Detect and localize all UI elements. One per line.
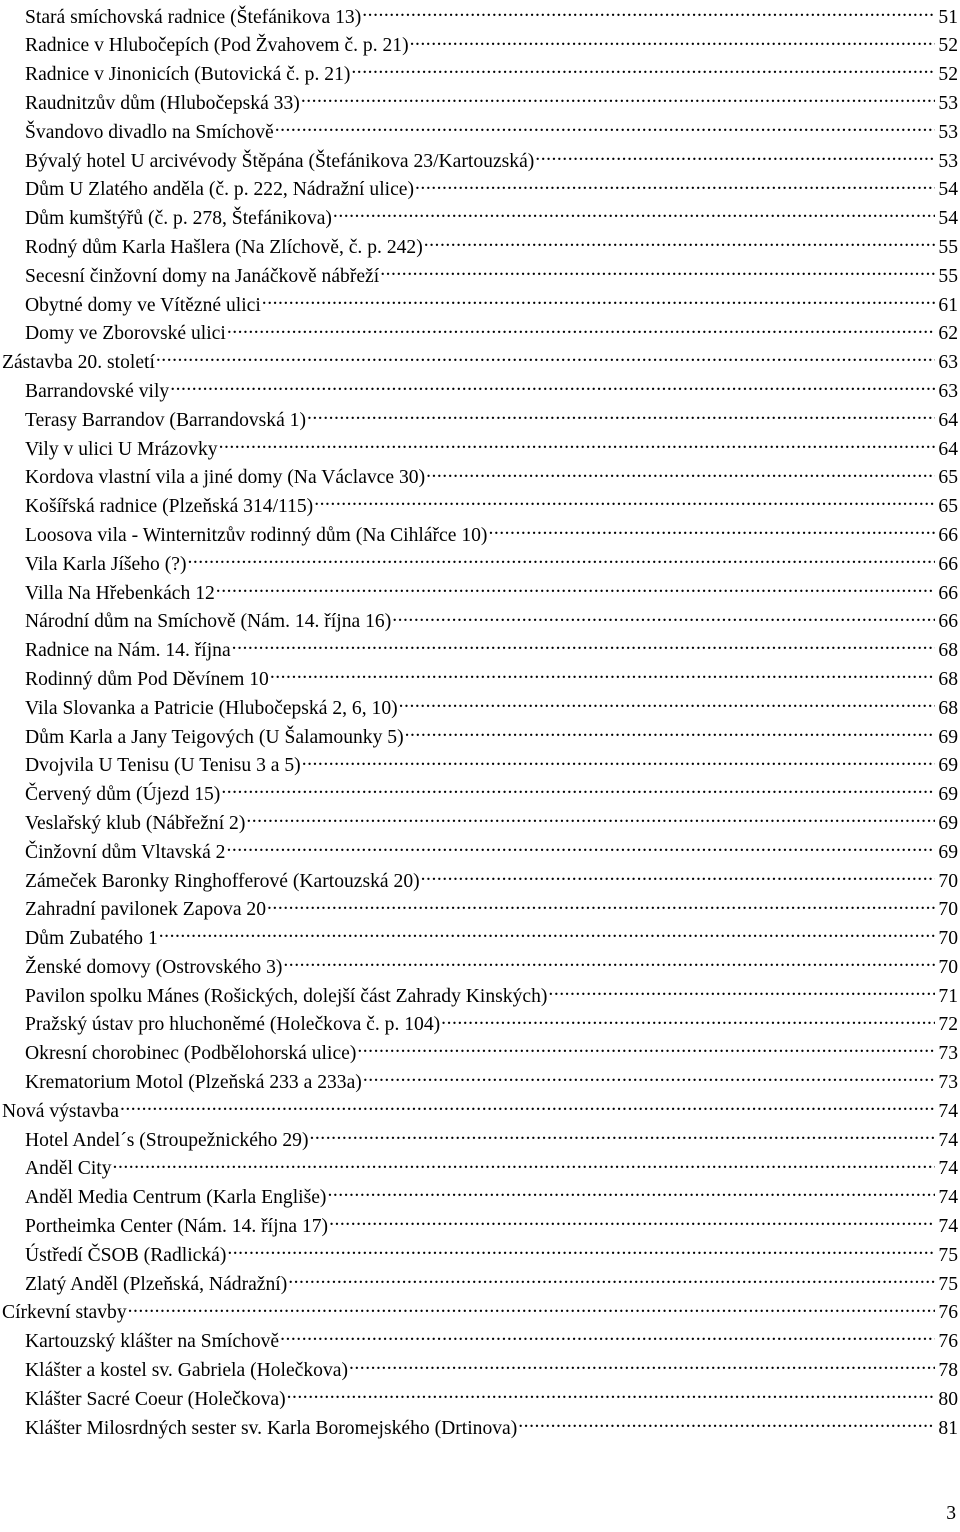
toc-entry-row [0, 637, 958, 666]
toc-entry-row [0, 867, 958, 896]
toc-entry-title: Radnice v Jinonicích (Butovická č. p. 21) [25, 64, 351, 86]
toc-entry-title: Ústředí ČSOB (Radlická) [25, 1244, 227, 1266]
toc-entry-row [0, 1241, 958, 1270]
toc-entry-page-number: 68 [938, 697, 958, 719]
toc-entry-row [0, 61, 958, 90]
toc-dot-leader [159, 925, 935, 945]
toc-dot-leader [548, 982, 935, 1002]
toc-dot-leader [351, 61, 935, 81]
toc-dot-leader [288, 1270, 935, 1290]
toc-entry-page-number: 66 [938, 582, 958, 604]
toc-entry-page-number: 70 [938, 899, 958, 921]
toc-dot-leader [357, 1040, 935, 1060]
toc-entry-row [0, 493, 958, 522]
toc-entry-row [0, 752, 958, 781]
toc-dot-leader [227, 1241, 935, 1261]
toc-dot-leader [415, 176, 935, 196]
toc-dot-leader [226, 838, 935, 858]
toc-dot-leader [488, 521, 935, 541]
toc-entry-page-number: 71 [938, 985, 958, 1007]
toc-entry-title: Barrandovské vily [25, 380, 170, 402]
toc-entry-title: Národní dům na Smíchově (Nám. 14. října 16) [25, 611, 392, 633]
toc-entry-title: Vila Karla Jíšeho (?) [25, 553, 187, 575]
toc-entry-row [0, 982, 958, 1011]
toc-dot-leader [421, 867, 935, 887]
toc-entry-page-number: 70 [938, 870, 958, 892]
toc-entry-page-number: 65 [938, 496, 958, 518]
toc-entry-row [0, 1328, 958, 1357]
toc-entry-page-number: 81 [938, 1417, 958, 1439]
toc-dot-leader [170, 377, 935, 397]
toc-entry-page-number: 53 [938, 150, 958, 172]
toc-entry-title: Stará smíchovská radnice (Štefánikova 13) [25, 6, 362, 28]
toc-entry-row [0, 1212, 958, 1241]
toc-entry-title: Nová výstavba [2, 1100, 119, 1122]
toc-dot-leader [262, 291, 935, 311]
toc-entry-title: Pavilon spolku Mánes (Rošických, dolejší část Zahrady Kinských) [25, 985, 548, 1007]
toc-dot-leader [221, 781, 935, 801]
toc-entry-page-number: 52 [938, 35, 958, 57]
toc-entry-row [0, 665, 958, 694]
toc-dot-leader [362, 3, 935, 23]
toc-entry-title: Hotel Andel´s (Stroupežnického 29) [25, 1129, 309, 1151]
toc-entry-page-number: 62 [938, 323, 958, 345]
toc-entry-page-number: 66 [938, 611, 958, 633]
toc-entry-row [0, 1068, 958, 1097]
toc-entry-title: Dům U Zlatého anděla (č. p. 222, Nádražní ulice) [25, 179, 415, 201]
toc-entry-page-number: 51 [938, 6, 958, 28]
toc-dot-leader [280, 1328, 935, 1348]
toc-entry-title: Domy ve Zborovské ulici [25, 323, 226, 345]
toc-entry-row [0, 1356, 958, 1385]
toc-entry-page-number: 73 [938, 1043, 958, 1065]
toc-dot-leader [329, 1212, 935, 1232]
toc-entry-row [0, 694, 958, 723]
toc-entry-title: Raudnitzův dům (Hlubočepská 33) [25, 92, 300, 114]
toc-dot-leader [441, 1011, 935, 1031]
toc-entry-title: Portheimka Center (Nám. 14. října 17) [25, 1216, 329, 1238]
toc-entry-page-number: 54 [938, 208, 958, 230]
toc-section-row [0, 349, 958, 378]
toc-entry-page-number: 74 [938, 1158, 958, 1180]
toc-dot-leader [120, 1097, 935, 1117]
toc-dot-leader [275, 118, 935, 138]
toc-entry-title: Kordova vlastní vila a jiné domy (Na Václavce 30) [25, 467, 426, 489]
toc-entry-title: Klášter a kostel sv. Gabriela (Holečkova) [25, 1360, 348, 1382]
toc-dot-leader [518, 1414, 935, 1434]
toc-entry-row [0, 377, 958, 406]
toc-entry-row [0, 1040, 958, 1069]
toc-entry-row [0, 89, 958, 118]
toc-entry-title: Terasy Barrandov (Barrandovská 1) [25, 409, 306, 431]
toc-entry-row [0, 3, 958, 32]
toc-entry-page-number: 75 [938, 1244, 958, 1266]
toc-dot-leader [310, 1126, 936, 1146]
toc-entry-row [0, 1184, 958, 1213]
toc-entry-row [0, 953, 958, 982]
toc-entry-page-number: 66 [938, 524, 958, 546]
toc-entry-page-number: 76 [938, 1331, 958, 1353]
toc-entry-page-number: 63 [938, 352, 958, 374]
toc-entry-row [0, 550, 958, 579]
toc-entry-row [0, 608, 958, 637]
toc-dot-leader [246, 809, 935, 829]
toc-entry-page-number: 74 [938, 1100, 958, 1122]
toc-dot-leader [188, 550, 936, 570]
toc-dot-leader [314, 493, 935, 513]
toc-entry-page-number: 63 [938, 380, 958, 402]
toc-dot-leader [216, 579, 935, 599]
toc-entry-page-number: 64 [938, 438, 958, 460]
page-number: 3 [946, 1503, 956, 1524]
toc-entry-row [0, 521, 958, 550]
toc-entry-title: Dům Karla a Jany Teigových (U Šalamounky 5) [25, 726, 404, 748]
toc-entry-page-number: 74 [938, 1129, 958, 1151]
toc-entry-title: Anděl Media Centrum (Karla Engliše) [25, 1187, 327, 1209]
toc-entry-row [0, 464, 958, 493]
toc-entry-title: Zámeček Baronky Ringhofferové (Kartouzská 20) [25, 870, 420, 892]
toc-entry-row [0, 579, 958, 608]
toc-entry-row [0, 809, 958, 838]
toc-dot-leader [128, 1299, 935, 1319]
toc-entry-title: Vila Slovanka a Patricie (Hlubočepská 2, 6, 10) [25, 697, 398, 719]
toc-entry-page-number: 53 [938, 121, 958, 143]
toc-dot-leader [535, 147, 935, 167]
toc-entry-title: Dům kumštýřů (č. p. 278, Štefánikova) [25, 208, 332, 230]
toc-entry-page-number: 65 [938, 467, 958, 489]
toc-entry-title: Zahradní pavilonek Zapova 20 [25, 899, 267, 921]
toc-dot-leader [267, 896, 935, 916]
toc-entry-title: Kartouzský klášter na Smíchově [25, 1331, 280, 1353]
toc-entry-title: Klášter Sacré Coeur (Holečkova) [25, 1388, 286, 1410]
toc-entry-page-number: 76 [938, 1302, 958, 1324]
toc-entry-row [0, 435, 958, 464]
toc-entry-row [0, 205, 958, 234]
toc-entry-page-number: 55 [938, 236, 958, 258]
toc-dot-leader [156, 349, 935, 369]
toc-entry-page-number: 72 [938, 1014, 958, 1036]
toc-dot-leader [219, 435, 935, 455]
toc-dot-leader [333, 205, 935, 225]
toc-entry-page-number: 69 [938, 812, 958, 834]
toc-entry-title: Villa Na Hřebenkách 12 [25, 582, 215, 604]
toc-entry-page-number: 70 [938, 928, 958, 950]
toc-entry-row [0, 406, 958, 435]
toc-dot-leader [283, 953, 935, 973]
toc-dot-leader [380, 262, 935, 282]
toc-section-row [0, 1097, 958, 1126]
toc-dot-leader [302, 752, 935, 772]
toc-entry-page-number: 70 [938, 956, 958, 978]
toc-dot-leader [363, 1068, 935, 1088]
toc-dot-leader [270, 665, 935, 685]
toc-entry-title: Činžovní dům Vltavská 2 [25, 841, 226, 863]
toc-entry-title: Dvojvila U Tenisu (U Tenisu 3 a 5) [25, 755, 301, 777]
toc-dot-leader [327, 1184, 935, 1204]
toc-entry-title: Secesní činžovní domy na Janáčkově nábřeží [25, 265, 380, 287]
toc-entry-row [0, 320, 958, 349]
toc-entry-title: Veslařský klub (Nábřežní 2) [25, 812, 246, 834]
toc-entry-row [0, 925, 958, 954]
toc-entry-title: Bývalý hotel U arcivévody Štěpána (Štefánikova 23/Kartouzská) [25, 150, 535, 172]
toc-entry-row [0, 896, 958, 925]
toc-dot-leader [424, 233, 935, 253]
toc-entry-page-number: 69 [938, 841, 958, 863]
toc-dot-leader [392, 608, 935, 628]
toc-entry-row [0, 1155, 958, 1184]
toc-dot-leader [405, 723, 935, 743]
toc-entry-page-number: 54 [938, 179, 958, 201]
toc-entry-title: Rodný dům Karla Hašlera (Na Zlíchově, č. p. 242) [25, 236, 423, 258]
toc-entry-title: Klášter Milosrdných sester sv. Karla Boromejského (Drtinova) [25, 1417, 518, 1439]
toc-entry-row [0, 233, 958, 262]
toc-entry-page-number: 68 [938, 640, 958, 662]
toc-entry-title: Okresní chorobinec (Podbělohorská ulice) [25, 1043, 357, 1065]
toc-dot-leader [349, 1356, 935, 1376]
toc-dot-leader [113, 1155, 935, 1175]
toc-entry-title: Košířská radnice (Plzeňská 314/115) [25, 496, 314, 518]
toc-dot-leader [232, 637, 935, 657]
toc-entry-page-number: 66 [938, 553, 958, 575]
toc-entry-title: Radnice na Nám. 14. října [25, 640, 231, 662]
toc-entry-row [0, 723, 958, 752]
toc-entry-row [0, 262, 958, 291]
toc-entry-row [0, 291, 958, 320]
toc-entry-row [0, 781, 958, 810]
toc-entry-row [0, 1011, 958, 1040]
toc-entry-row [0, 147, 958, 176]
toc-entry-row [0, 838, 958, 867]
toc-entry-page-number: 75 [938, 1273, 958, 1295]
toc-entry-page-number: 69 [938, 726, 958, 748]
toc-entry-page-number: 64 [938, 409, 958, 431]
toc-dot-leader [410, 32, 935, 52]
toc-dot-leader [301, 89, 935, 109]
toc-entry-row [0, 176, 958, 205]
toc-entry-page-number: 74 [938, 1216, 958, 1238]
toc-entry-title: Pražský ústav pro hluchoněmé (Holečkova č. p. 104) [25, 1014, 441, 1036]
toc-entry-title: Dům Zubatého 1 [25, 928, 158, 950]
toc-entry-title: Švandovo divadlo na Smíchově [25, 121, 274, 143]
toc-entry-title: Loosova vila - Winternitzův rodinný dům (Na Cihlářce 10) [25, 524, 488, 546]
toc-section-row [0, 1299, 958, 1328]
toc-entry-page-number: 53 [938, 92, 958, 114]
toc-entry-row [0, 32, 958, 61]
toc-entry-row [0, 1126, 958, 1155]
toc-entry-page-number: 55 [938, 265, 958, 287]
toc-entry-title: Červený dům (Újezd 15) [25, 784, 221, 806]
toc-dot-leader [307, 406, 935, 426]
toc-entry-title: Zástavba 20. století [2, 352, 155, 374]
toc-dot-leader [399, 694, 935, 714]
toc-entry-row [0, 1414, 958, 1443]
toc-entry-title: Zlatý Anděl (Plzeňská, Nádražní) [25, 1273, 288, 1295]
toc-entry-page-number: 69 [938, 784, 958, 806]
toc-entry-page-number: 80 [938, 1388, 958, 1410]
toc-entry-title: Obytné domy ve Vítězné ulici [25, 294, 261, 316]
toc-entry-row [0, 1270, 958, 1299]
toc-entry-title: Radnice v Hlubočepích (Pod Žvahovem č. p. 21) [25, 35, 409, 57]
toc-entry-title: Anděl City [25, 1158, 112, 1180]
toc-dot-leader [287, 1385, 935, 1405]
toc-entry-page-number: 74 [938, 1187, 958, 1209]
toc-entry-title: Rodinný dům Pod Děvínem 10 [25, 668, 269, 690]
toc-entry-row [0, 1385, 958, 1414]
toc-entry-page-number: 73 [938, 1072, 958, 1094]
toc-entry-page-number: 78 [938, 1360, 958, 1382]
toc-entry-title: Vily v ulici U Mrázovky [25, 438, 218, 460]
toc-entry-page-number: 61 [938, 294, 958, 316]
toc-dot-leader [227, 320, 935, 340]
toc-entry-page-number: 69 [938, 755, 958, 777]
toc-dot-leader [426, 464, 935, 484]
toc-entry-title: Krematorium Motol (Plzeňská 233 a 233a) [25, 1072, 362, 1094]
table-of-contents [0, 3, 958, 1443]
toc-entry-page-number: 52 [938, 64, 958, 86]
toc-entry-title: Církevní stavby [2, 1302, 127, 1324]
toc-entry-row [0, 118, 958, 147]
toc-entry-title: Ženské domovy (Ostrovského 3) [25, 956, 283, 978]
toc-entry-page-number: 68 [938, 668, 958, 690]
